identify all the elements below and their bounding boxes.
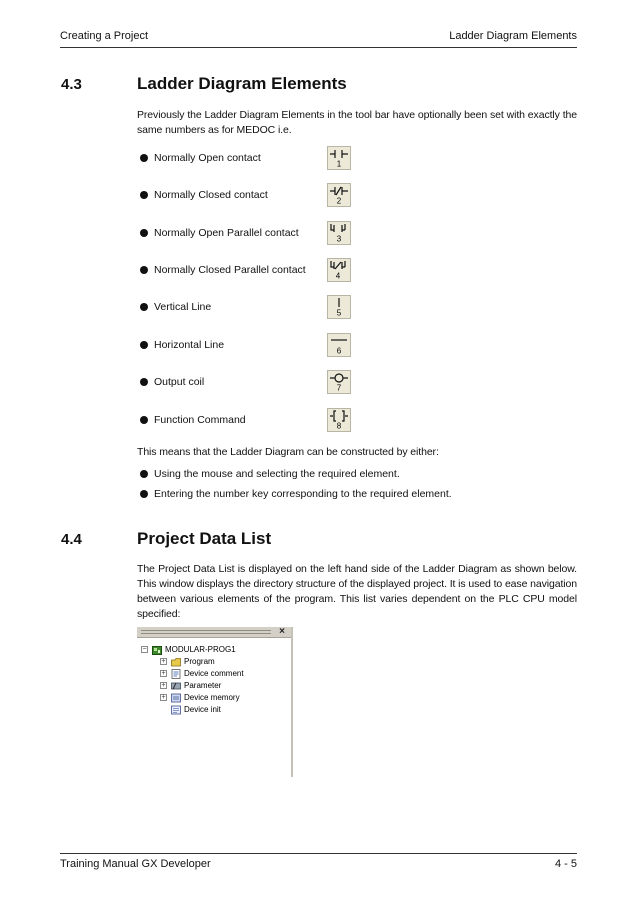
expand-icon[interactable]: + (161, 694, 166, 701)
expand-icon[interactable]: + (161, 658, 166, 665)
footer-rule (60, 853, 577, 854)
page-number: 4 - 5 (554, 858, 577, 870)
tree-root-label: MODULAR-PROG1 (165, 645, 236, 654)
bullet-dot (140, 154, 148, 162)
bullet-dot (140, 490, 148, 498)
parameter-icon (171, 681, 181, 691)
bullet-dot (140, 191, 148, 199)
section-43-intro: Previously the Ladder Diagram Elements in the tool bar have optionally been set with exactly the same numbers as for MEDOC i.e. (137, 109, 577, 136)
header-rule (60, 47, 577, 48)
normally-open-parallel-contact-icon[interactable] (327, 221, 351, 245)
svg-text:5: 5 (336, 308, 342, 318)
horizontal-line-icon[interactable] (327, 333, 351, 357)
bullet-dot (140, 303, 148, 311)
normally-closed-parallel-contact-icon[interactable] (327, 258, 351, 282)
bullet-dot (140, 470, 148, 478)
normally-closed-contact-icon[interactable] (327, 183, 351, 207)
page-footer (60, 858, 577, 874)
collapse-icon[interactable]: − (142, 646, 147, 653)
normally-open-contact-icon[interactable] (327, 146, 351, 170)
vertical-line-icon[interactable] (327, 295, 351, 319)
bullet-dot (140, 266, 148, 274)
panel-title-bar[interactable] (137, 627, 291, 638)
device-comment-icon (171, 669, 181, 679)
svg-text:3: 3 (336, 234, 342, 244)
svg-text:4: 4 (335, 271, 341, 281)
expand-icon[interactable]: + (161, 682, 166, 689)
program-folder-icon (171, 657, 181, 667)
svg-text:7: 7 (336, 383, 342, 393)
output-coil-icon[interactable] (327, 370, 351, 394)
close-icon[interactable]: × (279, 626, 285, 637)
project-root-icon (152, 645, 162, 655)
section-44-title: Project Data List (137, 529, 272, 548)
section-44-number: 4.4 (61, 531, 82, 548)
bullet-dot (140, 229, 148, 237)
svg-text:1: 1 (336, 159, 342, 169)
construction-methods-intro: This means that the Ladder Diagram can be constructed by either: (137, 446, 439, 458)
footer-manual-title: Training Manual GX Developer (60, 858, 211, 870)
panel-grip (141, 633, 271, 634)
header-chapter: Creating a Project (60, 30, 149, 42)
panel-grip (141, 630, 271, 631)
section-43-number: 4.3 (61, 76, 82, 93)
bullet-dot (140, 378, 148, 386)
svg-text:8: 8 (336, 421, 342, 431)
expand-icon[interactable]: + (161, 670, 166, 677)
section-43-title: Ladder Diagram Elements (137, 74, 347, 93)
svg-text:2: 2 (336, 196, 342, 206)
function-command-icon[interactable] (327, 408, 351, 432)
project-data-list-panel: × − MODULAR-PROG1 + Program + Device comment + Parameter + Device memory Device init (137, 627, 293, 777)
header-section: Ladder Diagram Elements (449, 30, 577, 42)
device-init-icon (171, 705, 181, 715)
bullet-dot (140, 341, 148, 349)
page-header (60, 30, 577, 48)
svg-text:6: 6 (336, 346, 342, 356)
bullet-dot (140, 416, 148, 424)
device-memory-icon (171, 693, 181, 703)
section-44-body: The Project Data List is displayed on the left hand side of the Ladder Diagram as shown below. This window displays the directory structure of the displayed project. It is used to ease navigation between various elements of the program. This list varies dependent on the PLC CPU model specified: (137, 563, 577, 620)
